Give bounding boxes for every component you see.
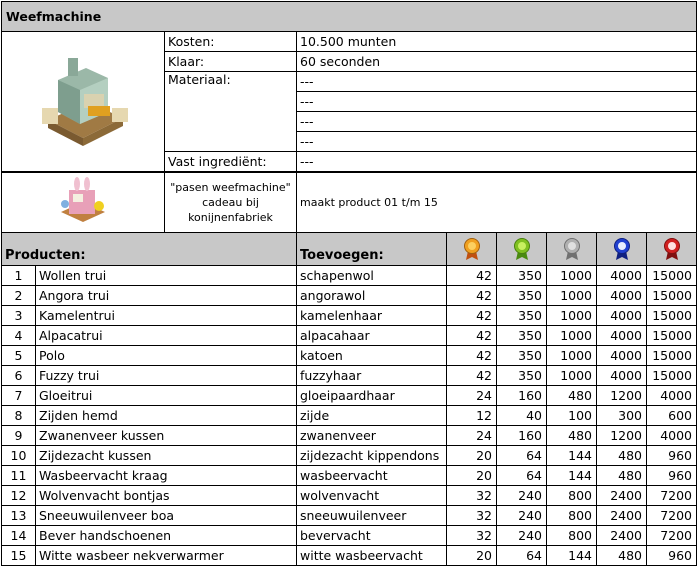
medal-amount: 42 [447,326,497,346]
medal-amount: 64 [497,446,547,466]
product-ingredient: alpacahaar [297,326,447,346]
medal-cell [597,233,647,266]
medal-amount: 600 [647,406,697,426]
medal-amount: 4000 [597,286,647,306]
medal-amount: 15000 [647,266,697,286]
medal-amount: 2400 [597,526,647,546]
row-number: 10 [2,446,36,466]
green-medal-icon [513,237,531,261]
medal-amount: 4000 [597,346,647,366]
table-row [2,506,697,526]
table-row [2,366,697,386]
gift-illustration [2,173,165,233]
medal-amount: 15000 [647,326,697,346]
medal-amount: 480 [597,546,647,566]
product-name: Wolvenvacht bontjas [36,486,297,506]
medal-amount: 4000 [597,326,647,346]
medal-amount: 15000 [647,346,697,366]
medal-amount: 4000 [597,366,647,386]
medal-amount: 7200 [647,506,697,526]
table-row [2,386,697,406]
medal-amount: 350 [497,366,547,386]
medal-amount: 350 [497,286,547,306]
row-number: 1 [2,266,36,286]
medal-amount: 7200 [647,486,697,506]
medal-amount: 20 [447,466,497,486]
silver-medal-icon [563,237,581,261]
medal-amount: 42 [447,266,497,286]
title-bar [1,1,697,32]
table-row [2,266,697,286]
medal-amount: 32 [447,506,497,526]
medal-amount: 1000 [547,326,597,346]
medal-amount: 7200 [647,526,697,546]
gift-note: maakt product 01 t/m 15 [297,173,697,233]
info-value: 60 seconden [297,52,697,72]
medal-amount: 800 [547,486,597,506]
medal-amount: 800 [547,506,597,526]
product-name: Wollen trui [36,266,297,286]
product-name: Alpacatrui [36,326,297,346]
bronze-medal-icon [463,237,481,261]
medal-amount: 1000 [547,306,597,326]
product-name: Witte wasbeer nekverwarmer [36,546,297,566]
medal-amount: 1000 [547,366,597,386]
medal-amount: 20 [447,546,497,566]
info-value: --- [297,112,697,132]
medal-cell [547,233,597,266]
row-number: 8 [2,406,36,426]
table-row [2,466,697,486]
medal-amount: 240 [497,486,547,506]
medal-amount: 42 [447,346,497,366]
medal-amount: 64 [497,546,547,566]
table-row [2,546,697,566]
medal-amount: 15000 [647,306,697,326]
products-table [1,232,697,566]
medal-amount: 1200 [597,426,647,446]
medal-amount: 4000 [647,426,697,446]
medal-amount: 2400 [597,486,647,506]
row-number: 9 [2,426,36,446]
medal-amount: 4000 [597,266,647,286]
medal-amount: 160 [497,386,547,406]
medal-amount: 144 [547,446,597,466]
medal-amount: 960 [647,466,697,486]
medal-amount: 800 [547,526,597,546]
table-row [2,406,697,426]
product-name: Wasbeervacht kraag [36,466,297,486]
medal-amount: 42 [447,366,497,386]
products-header: Producten: [2,233,297,266]
medal-amount: 64 [497,466,547,486]
info-value: --- [297,92,697,112]
product-name: Angora trui [36,286,297,306]
info-value: 10.500 munten [297,32,697,52]
machine-illustration [2,32,165,172]
product-ingredient: wasbeervacht [297,466,447,486]
medal-amount: 960 [647,446,697,466]
table-row [2,326,697,346]
product-ingredient: bevervacht [297,526,447,546]
red-medal-icon [663,237,681,261]
table-row [2,306,697,326]
medal-amount: 15000 [647,366,697,386]
page-title: Weefmachine [2,2,697,32]
medal-cell [647,233,697,266]
medal-amount: 40 [497,406,547,426]
medal-amount: 480 [547,386,597,406]
product-ingredient: wolvenvacht [297,486,447,506]
product-name: Gloeitrui [36,386,297,406]
medal-amount: 480 [597,466,647,486]
medal-amount: 480 [547,426,597,446]
medal-amount: 1000 [547,286,597,306]
easter-machine-icon [55,176,111,226]
product-name: Polo [36,346,297,366]
medal-amount: 20 [447,446,497,466]
blue-medal-icon [613,237,631,261]
product-ingredient: zijdezacht kippendons [297,446,447,466]
product-ingredient: zijde [297,406,447,426]
medal-cell [497,233,547,266]
info-value: --- [297,72,697,92]
table-row [2,446,697,466]
row-number: 13 [2,506,36,526]
row-number: 15 [2,546,36,566]
medal-amount: 42 [447,306,497,326]
row-number: 5 [2,346,36,366]
row-number: 12 [2,486,36,506]
product-ingredient: zwanenveer [297,426,447,446]
medal-amount: 240 [497,506,547,526]
medal-amount: 100 [547,406,597,426]
product-ingredient: angorawol [297,286,447,306]
medal-amount: 2400 [597,506,647,526]
medal-amount: 300 [597,406,647,426]
row-number: 11 [2,466,36,486]
gift-table [1,172,697,233]
info-value: --- [297,152,697,172]
product-name: Kamelentrui [36,306,297,326]
medal-amount: 4000 [597,306,647,326]
table-row [2,286,697,306]
medal-amount: 24 [447,426,497,446]
medal-amount: 4000 [647,386,697,406]
medal-amount: 12 [447,406,497,426]
table-row [2,346,697,366]
medal-amount: 1000 [547,266,597,286]
medal-amount: 350 [497,266,547,286]
medal-amount: 1000 [547,346,597,366]
product-name: Zijden hemd [36,406,297,426]
product-name: Zwanenveer kussen [36,426,297,446]
product-ingredient: katoen [297,346,447,366]
product-ingredient: schapenwol [297,266,447,286]
add-header: Toevoegen: [297,233,447,266]
product-name: Fuzzy trui [36,366,297,386]
medal-amount: 32 [447,526,497,546]
product-name: Bever handschoenen [36,526,297,546]
medal-amount: 32 [447,486,497,506]
row-number: 2 [2,286,36,306]
product-ingredient: sneeuwuilenveer [297,506,447,526]
info-value: --- [297,132,697,152]
medal-amount: 240 [497,526,547,546]
medal-amount: 144 [547,466,597,486]
product-name: Zijdezacht kussen [36,446,297,466]
medal-amount: 160 [497,426,547,446]
info-label: Kosten: [165,32,297,52]
row-number: 3 [2,306,36,326]
table-row [2,526,697,546]
info-label: Vast ingrediënt: [165,152,297,172]
row-number: 6 [2,366,36,386]
medal-amount: 350 [497,346,547,366]
info-label: Klaar: [165,52,297,72]
product-ingredient: fuzzyhaar [297,366,447,386]
medal-amount: 1200 [597,386,647,406]
medal-amount: 144 [547,546,597,566]
gift-description: "pasen weefmachine" cadeau bij konijnenfabriek [165,173,297,233]
medal-amount: 350 [497,326,547,346]
row-number: 4 [2,326,36,346]
row-number: 14 [2,526,36,546]
info-label: Materiaal: [165,72,297,152]
table-row [2,486,697,506]
table-row [2,426,697,446]
medal-cell [447,233,497,266]
product-name: Sneeuwuilenveer boa [36,506,297,526]
machine-info-table [1,31,697,172]
weaving-machine-icon [28,50,138,150]
medal-amount: 480 [597,446,647,466]
product-ingredient: kamelenhaar [297,306,447,326]
medal-amount: 15000 [647,286,697,306]
medal-amount: 24 [447,386,497,406]
medal-amount: 350 [497,306,547,326]
medal-amount: 42 [447,286,497,306]
medal-amount: 960 [647,546,697,566]
product-ingredient: witte wasbeervacht [297,546,447,566]
row-number: 7 [2,386,36,406]
product-ingredient: gloeipaardhaar [297,386,447,406]
